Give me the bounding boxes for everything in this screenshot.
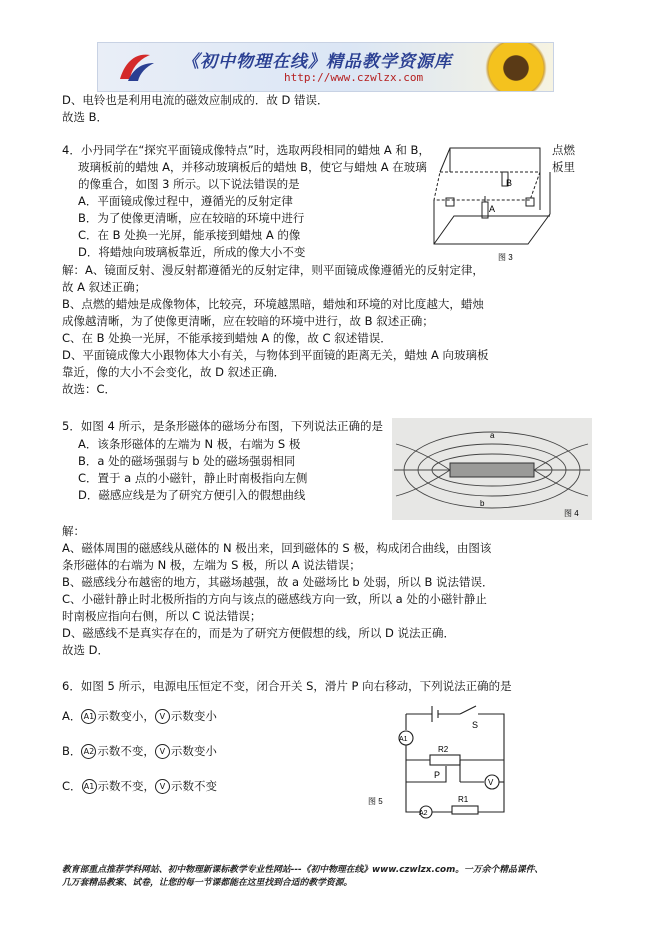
figure-4-magnetic-field <box>392 418 592 520</box>
voltmeter-label: V <box>488 778 494 787</box>
ammeter-a1-icon: A1 <box>81 709 96 724</box>
text-line: 故选 B． <box>62 110 109 124</box>
option-a: A．该条形磁体的左端为 N 极，右端为 S 极 <box>78 437 301 451</box>
point-b-label: b <box>480 499 485 508</box>
solution-line: 故 A 叙述正确； <box>62 280 147 294</box>
voltmeter-icon: V <box>155 779 170 794</box>
option-b: B．a 处的磁场强弱与 b 处的磁场强弱相同 <box>78 454 296 468</box>
solution-line: 解：A、镜面反射、漫反射都遵循光的反射定律，则平面镜成像遵循光的反射定律， <box>62 263 484 277</box>
solution-line: C、在 B 处换一光屏，不能承接到蜡烛 A 的像，故 C 叙述错误． <box>62 331 392 345</box>
figure-caption: 图 4 <box>564 509 579 518</box>
option-d: D．磁感应线是为了研究方便引入的假想曲线 <box>78 488 306 502</box>
option-c: C． A1 示数不变， V 示数不变 <box>62 779 218 793</box>
figure-caption: 图 3 <box>498 253 513 262</box>
r1-label: R1 <box>458 795 469 804</box>
figure-5-circuit <box>364 700 524 822</box>
text-line: D、电铃也是利用电流的磁效应制成的．故 D 错误． <box>62 93 329 107</box>
option-c: C．在 B 处换一光屏，能承接到蜡烛 A 的像 <box>78 228 301 242</box>
answer-line: 故选 D． <box>62 643 110 657</box>
question-6-stem: 6．如图 5 所示，电源电压恒定不变，闭合开关 S，滑片 P 向右移动，下列说法正确的是 <box>62 679 512 693</box>
question-4-stem: 玻璃板前的蜡烛 A，并移动玻璃板后的蜡烛 B，使它与蜡烛 A 在玻璃 <box>78 160 427 174</box>
switch-label: S <box>472 720 479 730</box>
banner-url: http://www.czwlzx.com <box>284 71 424 84</box>
question-4-stem: 4．小丹同学在“探究平面镜成像特点”时，选取两段相同的蜡烛 A 和 B， <box>62 143 430 157</box>
banner-title: 《初中物理在线》精品教学资源库 <box>182 52 452 72</box>
ammeter-a2-label: A2 <box>419 810 428 817</box>
sunflower-image <box>485 42 547 92</box>
option-d: D．将蜡烛向玻璃板靠近，所成的像大小不变 <box>78 245 306 259</box>
label-a: A <box>489 204 496 214</box>
figure-3-mirror-diagram <box>432 140 552 264</box>
solution-line: B、点燃的蜡烛是成像物体，比较亮，环境越黑暗，蜡烛和环境的对比度越大，蜡烛 <box>62 297 484 311</box>
ammeter-a2-icon: A2 <box>81 744 96 759</box>
label-b: B <box>506 178 513 188</box>
side-text: 板里 <box>552 160 575 174</box>
option-b: B．为了使像更清晰，应在较暗的环境中进行 <box>78 211 305 225</box>
footer-line: 教育部重点推荐学科网站、初中物理新课标教学专业性网站---《初中物理在线》www.czwlzx.com。一万余个精品课件、 <box>62 865 544 875</box>
solution-line: D、平面镜成像大小跟物体大小有关，与物体到平面镜的距离无关，蜡烛 A 向玻璃板 <box>62 348 489 362</box>
voltmeter-icon: V <box>155 709 170 724</box>
solution-line: 时南极应指向右侧，所以 C 说法错误； <box>62 609 262 623</box>
footer-line: 几万套精品教案、试卷，让您的每一节课都能在这里找到合适的教学资源。 <box>62 878 353 888</box>
page-footer <box>62 864 622 890</box>
slider-p-label: P <box>434 770 441 780</box>
solution-line: C、小磁针静止时北极所指的方向与该点的磁感线方向一致，所以 a 处的小磁针静止 <box>62 592 487 606</box>
option-c: C．置于 a 点的小磁针，静止时南极指向左侧 <box>78 471 308 485</box>
site-logo <box>116 49 156 85</box>
ammeter-a1-label: A1 <box>399 736 408 743</box>
question-5-stem: 5．如图 4 所示，是条形磁体的磁场分布图，下列说法正确的是 <box>62 419 383 433</box>
solution-line: 成像越清晰，为了使像更清晰，应在较暗的环境中进行，故 B 叙述正确； <box>62 314 434 328</box>
header-banner <box>97 42 554 92</box>
solution-line: A、磁体周围的磁感线从磁体的 N 极出来，回到磁体的 S 极，构成闭合曲线，由图该 <box>62 541 492 555</box>
option-a: A． A1 示数变小， V 示数变小 <box>62 709 217 723</box>
question-4-stem: 的像重合，如图 3 所示。以下说法错误的是 <box>78 177 300 191</box>
option-b: B． A2 示数不变， V 示数变小 <box>62 744 217 758</box>
r2-label: R2 <box>438 745 449 754</box>
solution-line: 靠近，像的大小不会变化，故 D 叙述正确． <box>62 365 286 379</box>
answer-line: 故选：C． <box>62 382 117 396</box>
solution-line: 条形磁体的右端为 N 极，左端为 S 极，所以 A 说法错误； <box>62 558 361 572</box>
ammeter-a1-icon: A1 <box>82 779 97 794</box>
solution-line: D、磁感线不是真实存在的，而是为了研究方便假想的线，所以 D 说法正确． <box>62 626 456 640</box>
figure-caption: 图 5 <box>368 797 383 806</box>
voltmeter-icon: V <box>155 744 170 759</box>
solution-line: 解： <box>62 524 85 538</box>
point-a-label: a <box>490 431 495 440</box>
option-a: A．平面镜成像过程中，遵循光的反射定律 <box>78 194 293 208</box>
side-text: 点燃 <box>552 143 575 157</box>
solution-line: B、磁感线分布越密的地方，其磁场越强，故 a 处磁场比 b 处弱，所以 B 说法错误． <box>62 575 494 589</box>
